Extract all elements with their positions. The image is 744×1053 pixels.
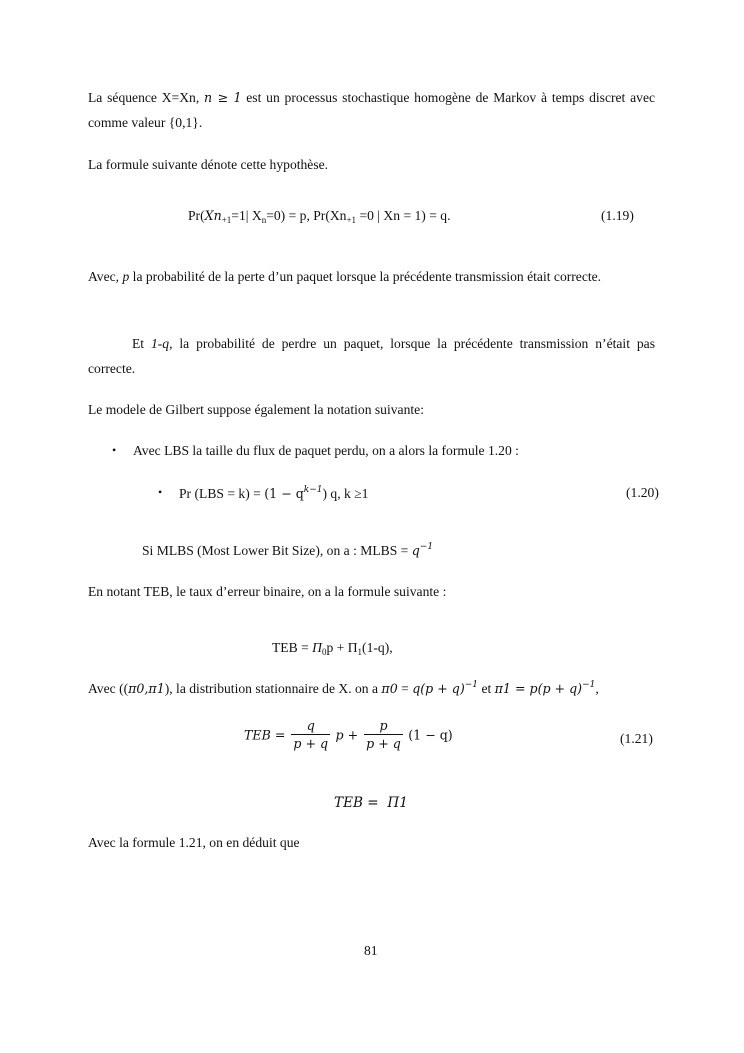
fraction-p-over-p-plus-q: $\frac{p}{p + q}$: [366, 718, 401, 751]
fraction-q-over-p-plus-q: $\frac{q}{p + q}$: [293, 718, 329, 751]
paragraph-p-definition: Avec, p la probabilité de la perte d’un paquet lorsque la précédente transmission était correcte.: [88, 269, 602, 284]
paragraph-q-definition: Et 1-q, la probabilité de perdre un paquet, lorsque la précédente transmission n’était pas correcte.: [88, 336, 655, 376]
page-number: 81: [364, 943, 378, 958]
equation-teb: TEB = $\Pi_0p + \Pi_1(1-q)$,: [272, 640, 393, 657]
equation-1-19: $Pr(Xn_{+1}=1|$ $X_n=0) = p$, $Pr(Xn_{+1} =0$ | Xn = 1) = q.: [188, 208, 451, 225]
paragraph-hypothesis: La formule suivante dénote cette hypothèse.: [88, 157, 329, 172]
bullet-dot-2: •: [158, 485, 163, 499]
bullet-item-lbs: Avec LBS la taille du flux de paquet perdu, on a alors la formule 1.20 :: [133, 443, 519, 458]
paragraph-teb-intro: En notant TEB, le taux d’erreur binaire, on a la formule suivante :: [88, 584, 447, 599]
paragraph-markov: La séquence X=Xn, n ≥ 1 est un processus stochastique homogène de Markov à temps discret avec comme valeur {0,1}.: [88, 90, 656, 130]
paragraph-stationary-distribution: Avec ((π0,π1), la distribution stationnaire de X. on a $\pi 0 = q(p + q)^{-1}$ et $\pi 1 = p(p + q)^{-1}$,: [88, 680, 599, 696]
equation-number-1-19: (1.19): [601, 208, 634, 223]
equation-number-1-20: (1.20): [626, 485, 659, 500]
paragraph-gilbert-model: Le modele de Gilbert suppose également la notation suivante:: [88, 402, 424, 417]
equation-1-20: Pr $(LBS = k) = (1 - q^{k-1})$ q, k ≥1: [179, 485, 369, 501]
bullet-dot-1: •: [112, 443, 117, 457]
paragraph-deduction: Avec la formule 1.21, on en déduit que: [88, 835, 300, 850]
paragraph-mlbs: Si MLBS (Most Lower Bit Size), on a : MLBS = $q^{-1}$: [142, 542, 434, 558]
math-n-condition: n ≥ 1: [204, 90, 242, 105]
equation-1-21: TEB = $\frac{q}{p + q}$ p + $\frac{p}{p + q}$ (1 − q): [244, 718, 453, 751]
equation-number-1-21: (1.21): [620, 731, 653, 746]
equation-teb-pi1: TEB = Π1: [334, 795, 408, 811]
